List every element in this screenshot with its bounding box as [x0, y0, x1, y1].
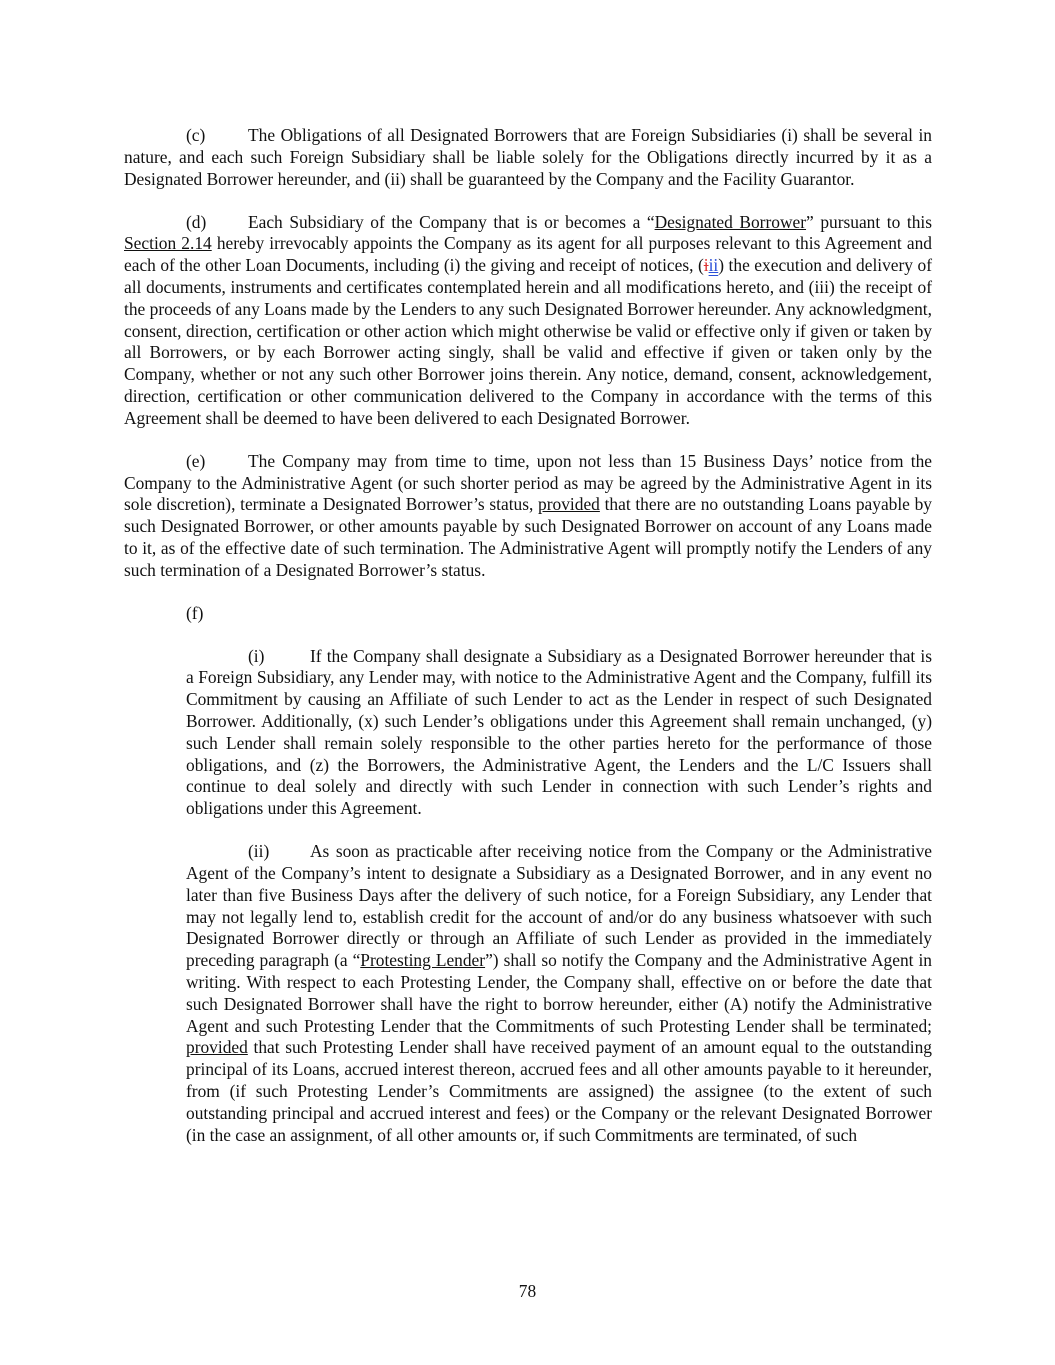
paragraph-e-text-2: that there are no outstanding Loans payable by such Designated Borrower, or other amounts payable by such Designated Borrower on account of any Loans made to it, as of the effective date of such termination. The Administrative Agent will promptly notify the Lenders of any such termination of a Designated Borrower’s status. [124, 494, 932, 580]
paragraph-f-i-text: If the Company shall designate a Subsidiary as a Designated Borrower hereunder that is a Foreign Subsidiary, any Lender may, with notice to the Administrative Agent and the Company, fulfill its Commitment by causing an Affiliate of such Lender to act as the Lender in respect of such Designated Borrower. Additionally, (x) such Lender’s obligations under this Agreement shall remain unchanged, (y) such Lender shall remain solely responsible to the other parties hereto for the performance of those obligations, and (z) the Borrowers, the Administrative Agent, the Lenders and the L/C Issuers shall continue to deal solely and directly with such Lender in connection with such Lender’s rights and obligations under this Agreement. [186, 645, 932, 819]
inserted-text: ii [708, 255, 719, 276]
section-reference: Section 2.14 [124, 233, 212, 254]
paragraph-d [124, 212, 932, 430]
paragraph-f-i [186, 646, 932, 820]
paragraph-e [124, 451, 932, 582]
paragraph-c-label: (c) [186, 125, 206, 145]
paragraph-f-i-label: (i) [248, 645, 265, 666]
paragraph-e-label: (e) [186, 450, 206, 471]
paragraph-f-ii-text-1: As soon as practicable after receiving notice from the Company or the Administrative Agent of the Company’s intent to designate a Subsidiary as a Designated Borrower, and in any event no later than five Business Days after the delivery of such notice, for a Foreign Subsidiary, any Lender that may not legally lend to, establish credit for the account of and/or do any business whatsoever with such Designated Borrower directly or through an Affiliate of such Lender as provided in the immediately preceding paragraph (a “ [186, 841, 932, 971]
defined-term-designated-borrower: Designated Borrower [654, 211, 807, 232]
paragraph-d-text-2: ” pursuant to this [806, 211, 932, 232]
deleted-text: i [703, 255, 709, 276]
paragraph-d-text-4: ) the execution and delivery of all documents, instruments and certificates contemplated herein and all modifications hereto, and (iii) the receipt of the proceeds of any Loans made by the Lenders to any such Designated Borrower hereunder. Any acknowledgment, consent, direction, certification or other action which might otherwise be valid or effective only if given or taken by all Borrowers, or by each Borrower acting singly, shall be valid and effective if given or taken only by the Company, whether or not any such other Borrower joins therein. Any notice, demand, consent, acknowledgement, direction, certification or other communication delivered to the Company in accordance with the terms of this Agreement shall be deemed to have been delivered to each Designated Borrower. [124, 255, 932, 428]
paragraph-d-text-3: hereby irrevocably appoints the Company as its agent for all purposes relevant to this Agreement and each of the other Loan Documents, including (i) the giving and receipt of notices, ( [124, 233, 932, 276]
page-number: 78 [518, 1281, 537, 1301]
paragraph-e-text-1: The Company may from time to time, upon not less than 15 Business Days’ notice from the Company to the Administrative Agent (or such shorter period as may be agreed by the Administrative Agent in its sole discretion), terminate a Designated Borrower’s status, [124, 450, 932, 515]
paragraph-d-label: (d) [186, 211, 207, 232]
paragraph-f-ii-text-2: ”) shall so notify the Company and the Administrative Agent in writing. With respect to each Protesting Lender, the Company shall, effective on or before the date that such Designated Borrower shall have the right to borrow hereunder, either (A) notify the Administrative Agent and such Protesting Lender that the Commitments of such Protesting Lender shall be terminated; [186, 950, 932, 1036]
provided-term: provided [186, 1037, 248, 1058]
paragraph-c-text: The Obligations of all Designated Borrowers that are Foreign Subsidiaries (i) shall be several in nature, and each such Foreign Subsidiary shall be liable solely for the Obligations directly incurred by it as a Designated Borrower hereunder, and (ii) shall be guaranteed by the Company and the Facility Guarantor. [124, 125, 932, 189]
paragraph-f-ii-label: (ii) [248, 841, 270, 862]
provided-term: provided [538, 494, 600, 515]
paragraph-f-ii [186, 841, 932, 1146]
paragraph-f-label: (f) [186, 602, 204, 623]
defined-term-protesting-lender: Protesting Lender [360, 950, 486, 971]
paragraph-c [124, 125, 932, 190]
paragraph-f-ii-text-3: that such Protesting Lender shall have received payment of an amount equal to the outstanding principal of its Loans, accrued interest thereon, accrued fees and all other amounts payable to it hereunder, from (if such Protesting Lender’s Commitments are assigned) the assignee (to the extent of such outstanding principal and accrued interest and fees) or the Company or the relevant Designated Borrower (in the case an assignment, of all other amounts or, if such Commitments are terminated, of such [186, 1037, 932, 1145]
paragraph-d-text-1: Each Subsidiary of the Company that is or becomes a “ [248, 211, 655, 232]
paragraph-f [124, 603, 932, 625]
document-page [124, 125, 932, 1146]
